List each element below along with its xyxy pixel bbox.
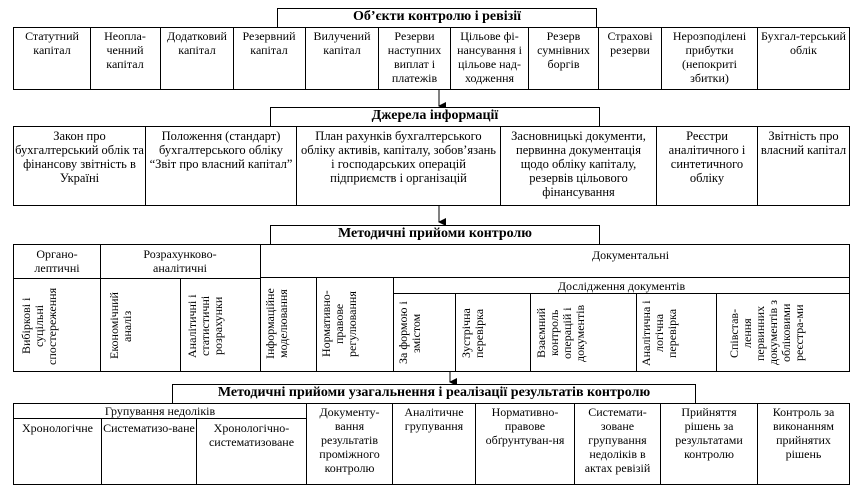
object-item: Неопла-ченний капітал [104,29,146,71]
object-item: Додатковий капітал [167,29,227,57]
methods-title: Методичні прийоми контролю [270,225,600,245]
source-item: План рахунків бухгалтерського обліку активів, капіталу, зобов’язань і господарських операцій підприємств і організацій [300,129,497,185]
generalization-item: Контроль за виконанням прийнятих рішень [772,405,835,461]
object-item: Резерв сумнівних боргів [537,29,590,71]
generalization-title: Методичні прийоми узагальнення і реалізації результатів контролю [172,384,696,404]
source-item: Звітність про власний капітал [760,129,847,157]
method-documentary-item: Нормативно-правове регулювання [319,290,359,358]
generalization-item: Документу-вання результатів проміжного контролю [319,405,380,475]
methods-group-documentary: Документальні [591,248,670,262]
object-item: Статутний капітал [25,29,79,57]
object-item: Цільове фі-нансування і цільове над-ходження [457,29,522,85]
generalization-item: Прийняття рішень за результатами контролю [675,405,743,461]
grouping-title: Групування недоліків [104,404,216,418]
generalization-item: Аналітичне групування [404,405,464,433]
method-documentary-item: Інформаційне моделювання [263,288,290,360]
grouping-item: Хронологічне [22,421,93,435]
method-analytical-item: Економічний аналіз [107,292,134,360]
source-item: Закон про бухгалтерський облік та фінансову звітність в Україні [15,129,144,185]
object-item: Вилучений капітал [313,29,371,57]
doc-study-item: Зустрічна перевірка [459,308,486,358]
object-item: Резервний капітал [242,29,296,57]
sources-title: Джерела інформації [270,107,600,127]
object-item: Страхові резерви [607,29,653,57]
grouping-item: Хронологічно-систематизоване [208,421,295,449]
doc-study-item: Аналітична і логічна перевірка [639,300,679,366]
generalization-item: Нормативно-правове обґрунтуван-ня [485,405,565,447]
object-item: Нерозподілені прибутки (непокриті збитки) [672,29,747,85]
method-analytical-item: Аналітичні і статистичні розрахунки [185,294,225,358]
doc-study-item: Взаємний контроль операцій і документів [534,304,587,362]
doc-study-item: За формою і змістом [396,301,423,365]
object-item: Бухгал-терський облік [761,29,846,57]
methods-group-analytical: Розрахунково-аналітичні [143,247,217,275]
source-item: Положення (стандарт) бухгалтерського обліку “Звіт про власний капітал” [149,129,293,171]
methods-subgroup-doc-study: Дослідження документів [557,279,686,293]
generalization-item: Системати-зоване групування недоліків в актах ревізій [584,405,651,475]
source-item: Засновницькі документи, первинна документація щодо обліку капіталу, резервів цільового фінансування [511,129,646,199]
method-organoleptic-item: Вибіркові і суцільні спостереження [19,287,59,365]
doc-study-item: Співстав-лення первинних документів з обліковими реєстра-ми [727,300,806,366]
source-item: Реєстри аналітичного і синтетичного обліку [668,129,746,185]
grouping-item: Систематизо-ване [103,421,195,435]
object-item: Резерви наступних виплат і платежів [387,29,442,85]
objects-title: Об’єкти контролю і ревізії [277,8,597,28]
methods-group-organoleptic: Органо-лептичні [34,247,80,275]
